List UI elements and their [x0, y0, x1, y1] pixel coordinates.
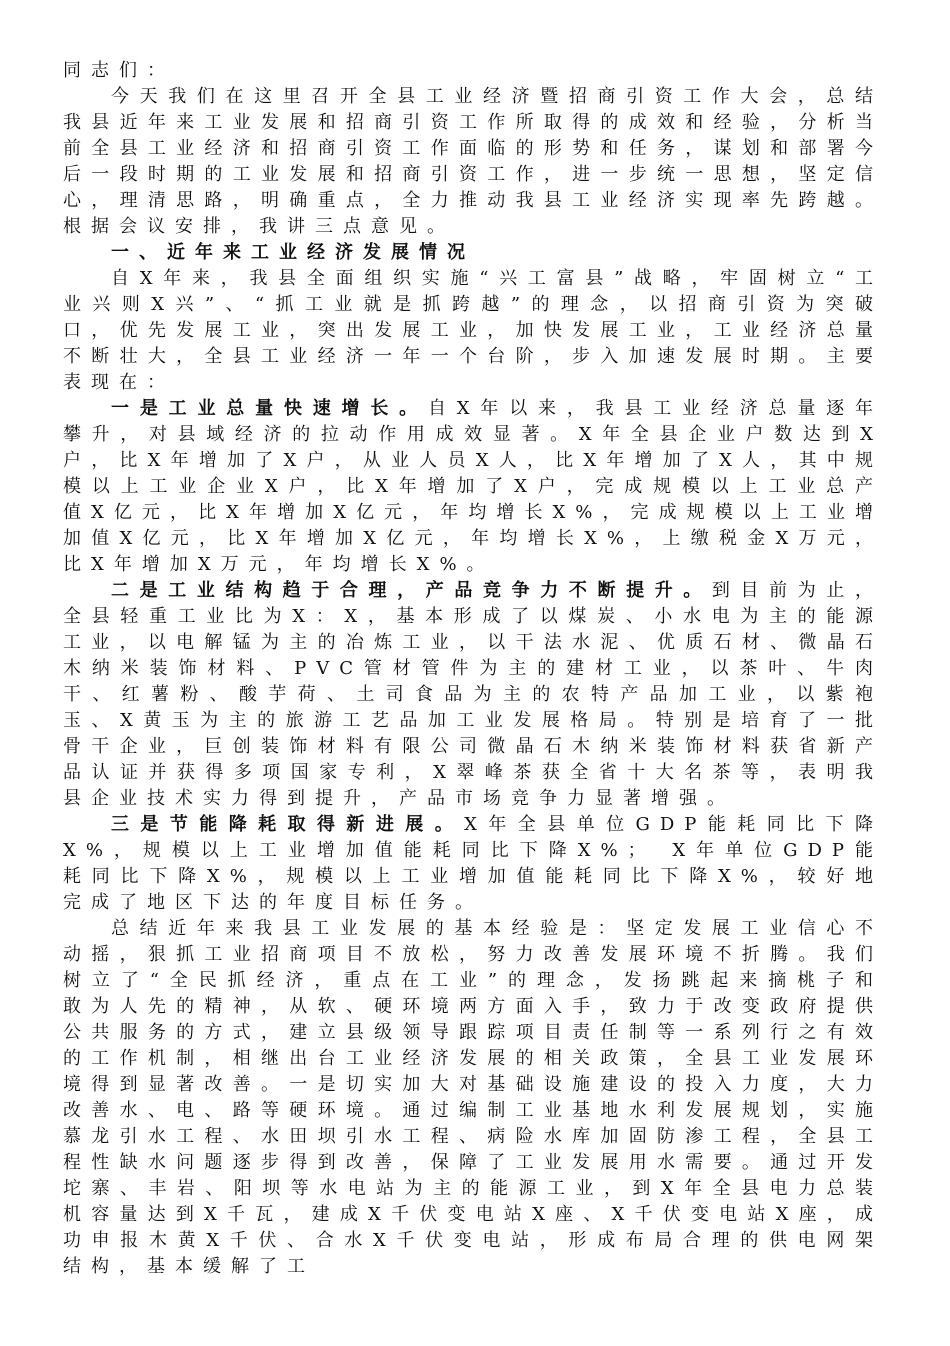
point-1-body: 自X年以来，我县工业经济总量逐年攀升，对县域经济的拉动作用成效显著。X年全县企业户数达到X户，比X年增加了X户，从业人员X人，比X年增加了X人，其中规模以上工业企业X户，比X年增加了X户，完成规模以上工业总产值X亿元，比X年增加X亿元，年均增长X%，完成规模以上工业增加值X亿元，比X年增加X亿元，年均增长X%，上缴税金X万元，比X年增加X万元，年均增长X%。 [63, 398, 883, 575]
point-2-paragraph [63, 578, 883, 812]
point-3-body: X年全县单位GDP能耗同比下降X%，规模以上工业增加值能耗同比下降X%； X年单位GDP能耗同比下降X%，规模以上工业增加值能耗同比下降X%，较好地完成了地区下达的年度目标任务。 [63, 814, 883, 913]
point-2-title: 二是工业结构趋于合理，产品竞争力不断提升。 [111, 580, 712, 601]
section-heading-1: 一、近年来工业经济发展情况 [111, 242, 475, 263]
point-2-body: 到目前为止，全县轻重工业比为X：X，基本形成了以煤炭、小水电为主的能源工业，以电解锰为主的冶炼工业，以干法水泥、优质石材、微晶石木纳米装饰材料、PVC管材管件为主的建材工业，以茶叶、牛肉干、红薯粉、酸芋荷、土司食品为主的农特产品加工业，以紫袍玉、X黄玉为主的旅游工艺品加工业发展格局。特别是培育了一批骨干企业，巨创装饰材料有限公司微晶石木纳米装饰材料获省新产品认证并获得多项国家专利，X翠峰茶获全省十大名茶等，表明我县企业技术实力得到提升，产品市场竞争力显著增强。 [63, 580, 883, 809]
greeting: 同志们： [63, 60, 175, 81]
section-1-paragraph: 自X年来，我县全面组织实施“兴工富县”战略，牢固树立“工业兴则X兴”、“抓工业就是抓跨越”的理念，以招商引资为突破口，优先发展工业，突出发展工业，加快发展工业，工业经济总量不断壮大，全县工业经济一年一个台阶，步入加速发展时期。主要表现在： [63, 268, 883, 393]
point-1-paragraph [63, 396, 883, 578]
point-1-title: 一是工业总量快速增长。 [111, 398, 428, 419]
intro-paragraph: 今天我们在这里召开全县工业经济暨招商引资工作大会，总结我县近年来工业发展和招商引资工作所取得的成效和经验，分析当前全县工业经济和招商引资工作面临的形势和任务，谋划和部署今后一段时期的工业发展和招商引资工作，进一步统一思想，坚定信心，理清思路，明确重点，全力推动我县工业经济实现率先跨越。根据会议安排，我讲三点意见。 [63, 86, 883, 237]
document-page [63, 58, 883, 1280]
summary-paragraph: 总结近年来我县工业发展的基本经验是：坚定发展工业信心不动摇，狠抓工业招商项目不放松，努力改善发展环境不折腾。我们树立了“全民抓经济，重点在工业”的理念，发扬跳起来摘桃子和敢为人先的精神，从软、硬环境两方面入手，致力于改变政府提供公共服务的方式，建立县级领导跟踪项目责任制等一系列行之有效的工作机制，相继出台工业经济发展的相关政策，全县工业发展环境得到显著改善。一是切实加大对基础设施建设的投入力度，大力改善水、电、路等硬环境。通过编制工业基地水利发展规划，实施慕龙引水工程、水田坝引水工程、病险水库加固防渗工程，全县工程性缺水问题逐步得到改善，保障了工业发展用水需要。通过开发坨寨、丰岩、阳坝等水电站为主的能源工业，到X年全县电力总装机容量达到X千瓦，建成X千伏变电站X座、X千伏变电站X座，成功申报木黄X千伏、合水X千伏变电站，形成布局合理的供电网架结构，基本缓解了工 [63, 918, 883, 1277]
point-3-title: 三是节能降耗取得新进展。 [111, 814, 465, 835]
point-3-paragraph [63, 812, 883, 916]
